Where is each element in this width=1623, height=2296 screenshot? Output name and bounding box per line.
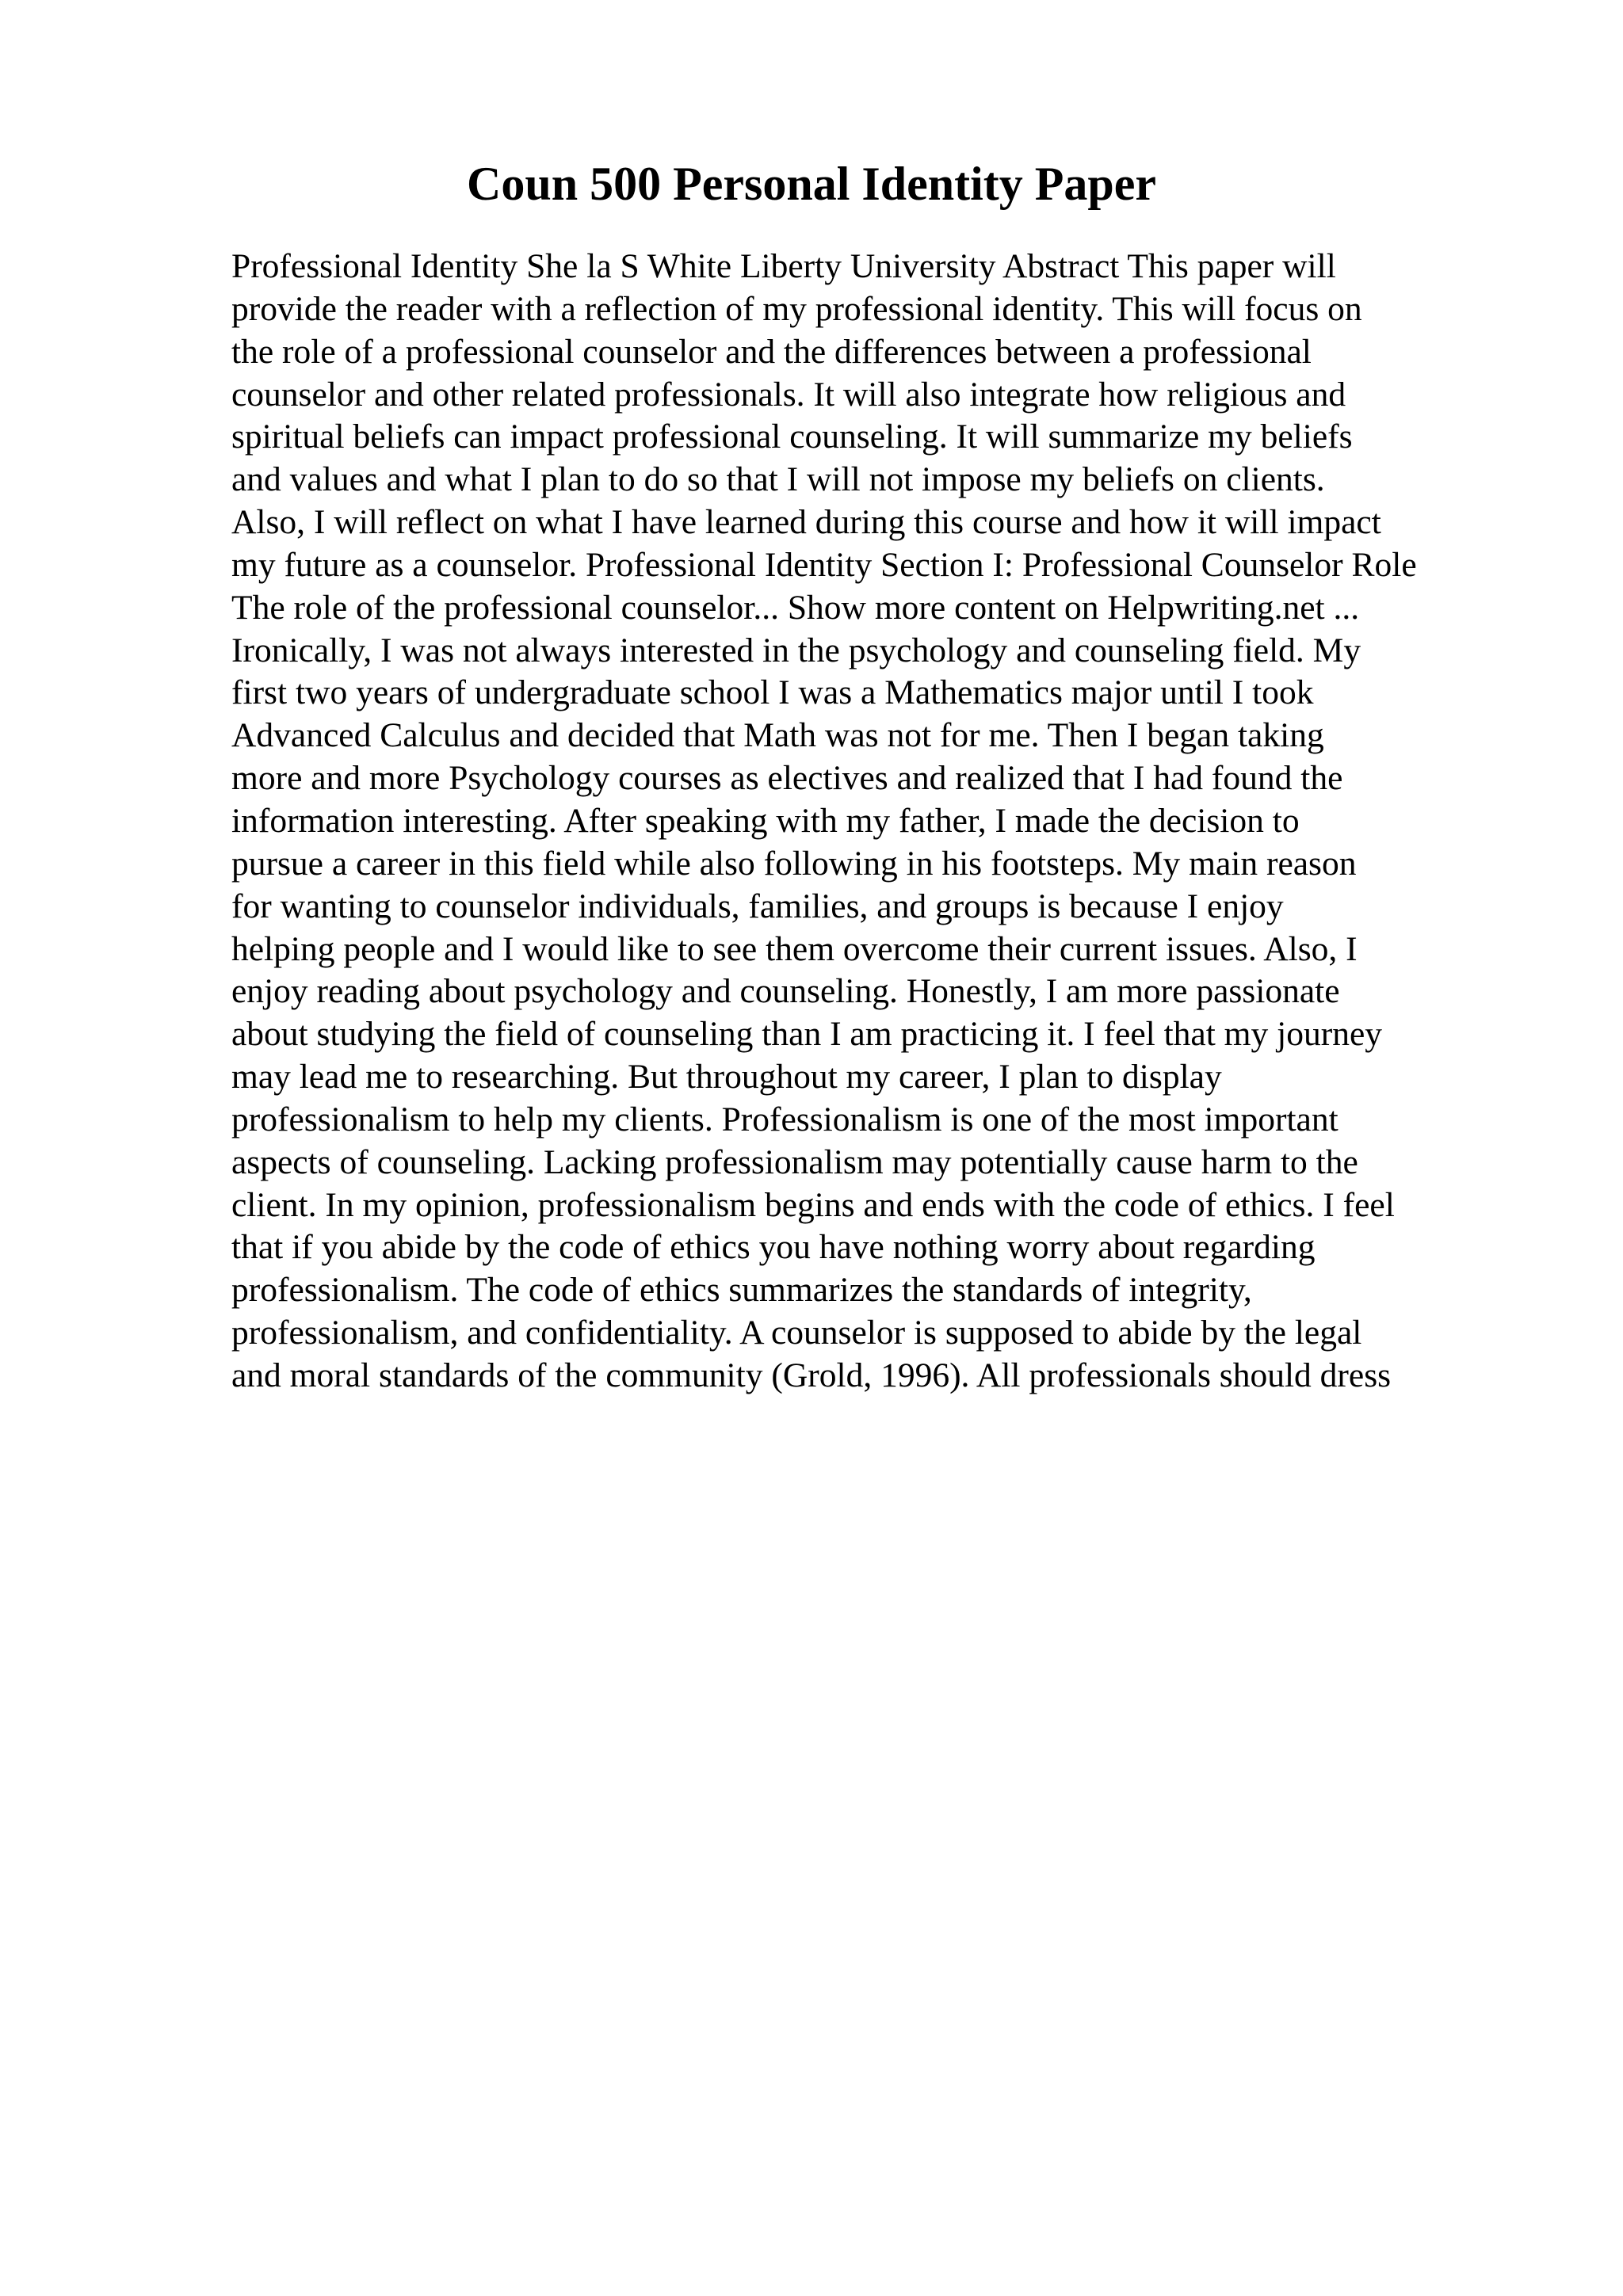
body-line: professionalism, and confidentiality. A counselor is supposed to abide by the legal (231, 1314, 1362, 1352)
body-line: Professional Identity She la S White Liberty University Abstract This paper will (231, 247, 1336, 285)
body-line: may lead me to researching. But throughout my career, I plan to display (231, 1058, 1222, 1097)
body-line: Advanced Calculus and decided that Math was not for me. Then I began taking (231, 716, 1324, 755)
body-line: for wanting to counselor individuals, families, and groups is because I enjoy (231, 887, 1284, 925)
body-text (231, 246, 1594, 1398)
body-line: information interesting. After speaking with my father, I made the decision to (231, 801, 1300, 840)
body-line: Also, I will reflect on what I have learned during this course and how it will impact (231, 503, 1381, 542)
body-line: counselor and other related professionals. It will also integrate how religious and (231, 375, 1346, 414)
body-line: spiritual beliefs can impact professional counseling. It will summarize my beliefs (231, 418, 1353, 456)
body-line: Ironically, I was not always interested in the psychology and counseling field. My (231, 631, 1361, 669)
body-line: first two years of undergraduate school I was a Mathematics major until I took (231, 673, 1314, 712)
body-line: and values and what I plan to do so that I will not impose my beliefs on clients. (231, 460, 1325, 499)
body-line: aspects of counseling. Lacking professionalism may potentially cause harm to the (231, 1142, 1358, 1181)
body-line: professionalism. The code of ethics summarizes the standards of integrity, (231, 1271, 1252, 1310)
body-line: provide the reader with a reflection of my professional identity. This will focus on (231, 289, 1362, 328)
body-line: my future as a counselor. Professional Identity Section I: Professional Counselor Role (231, 545, 1417, 584)
body-line: that if you abide by the code of ethics you have nothing worry about regarding (231, 1228, 1316, 1267)
body-line: enjoy reading about psychology and counseling. Honestly, I am more passionate (231, 972, 1340, 1011)
body-line: client. In my opinion, professionalism begins and ends with the code of ethics. I feel (231, 1185, 1395, 1224)
body-line: about studying the field of counseling than I am practicing it. I feel that my journey (231, 1015, 1383, 1054)
body-line: helping people and I would like to see them overcome their current issues. Also, I (231, 929, 1358, 968)
body-line: professionalism to help my clients. Professionalism is one of the most important (231, 1100, 1338, 1138)
page-title: Coun 500 Personal Identity Paper (467, 158, 1156, 210)
body-line: more and more Psychology courses as electives and realized that I had found the (231, 759, 1343, 798)
body-line: and moral standards of the community (Grold, 1996). All professionals should dress (231, 1356, 1392, 1394)
body-line: the role of a professional counselor and the differences between a professional (231, 332, 1312, 371)
body-line: The role of the professional counselor... Show more content on Helpwriting.net ... (231, 588, 1360, 627)
body-line: pursue a career in this field while also following in his footsteps. My main reason (231, 844, 1357, 883)
